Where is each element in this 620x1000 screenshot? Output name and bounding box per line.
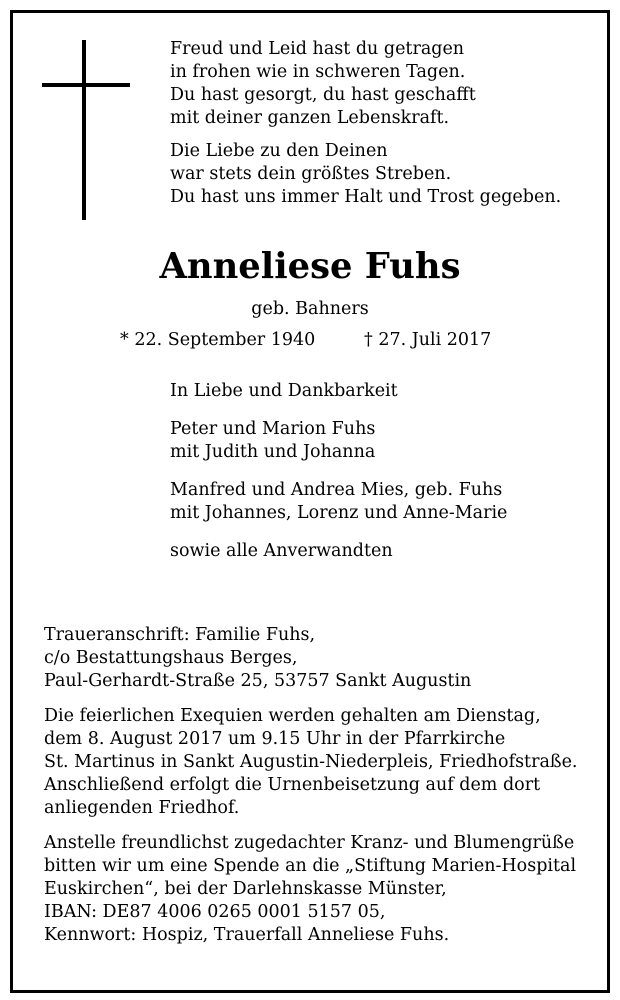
donation-line: Anstelle freundlichst zugedachter Kranz- und Blumengrüße (44, 833, 575, 853)
mourner-line: Peter und Marion Fuhs (170, 419, 376, 439)
poem-line: Du hast gesorgt, du hast geschafft (170, 85, 476, 105)
mourners-intro-text: In Liebe und Dankbarkeit (170, 381, 398, 401)
birth-date: * 22. September 1940 (120, 330, 316, 350)
poem-line: Du hast uns immer Halt und Trost gegeben. (170, 187, 562, 207)
mourners-closing-text: sowie alle Anverwandten (170, 541, 393, 561)
mourner-line: Manfred und Andrea Mies, geb. Fuhs (170, 480, 503, 500)
poem-line: mit deiner ganzen Lebenskraft. (170, 108, 450, 128)
donation-line: Kennwort: Hospiz, Trauerfall Anneliese Fuhs. (44, 925, 450, 945)
mourners-closing (170, 540, 507, 563)
mourner-family-2 (170, 479, 507, 525)
poem-line: Die Liebe zu den Deinen (170, 141, 388, 161)
service-line: St. Martinus in Sankt Augustin-Niederpleis, Friedhofstraße. (44, 752, 578, 772)
donation-line: bitten wir um eine Spende an die „Stiftung Marien-Hospital (44, 856, 577, 876)
cross-icon (42, 40, 130, 220)
poem-stanza-1 (170, 38, 561, 130)
deceased-name: Anneliese Fuhs (159, 246, 461, 287)
death-date: † 27. Juli 2017 (364, 330, 492, 350)
donation-line: IBAN: DE87 4006 0265 0001 5157 05, (44, 902, 386, 922)
cross-horizontal-bar (42, 83, 130, 87)
mourner-family-1 (170, 418, 507, 464)
address-line: c/o Bestattungshaus Berges, (44, 648, 298, 668)
mourning-address (44, 624, 578, 693)
cross-vertical-bar (82, 40, 86, 220)
donation-notice (44, 832, 578, 947)
mourner-line: mit Judith und Johanna (170, 442, 376, 462)
poem-line: war stets dein größtes Streben. (170, 164, 452, 184)
poem-line: Freud und Leid hast du getragen (170, 39, 465, 59)
service-line: anliegenden Friedhof. (44, 798, 240, 818)
poem-stanza-2 (170, 140, 561, 209)
donation-line: Euskirchen“, bei der Darlehnskasse Münster, (44, 879, 447, 899)
memorial-poem (170, 38, 561, 219)
address-line: Traueranschrift: Familie Fuhs, (44, 625, 316, 645)
service-line: Anschließend erfolgt die Urnenbeisetzung auf dem dort (44, 775, 541, 795)
service-details (44, 705, 578, 820)
address-line: Paul-Gerhardt-Straße 25, 53757 Sankt Augustin (44, 671, 472, 691)
poem-line: in frohen wie in schweren Tagen. (170, 62, 466, 82)
service-line: Die feierlichen Exequien werden gehalten am Dienstag, (44, 706, 541, 726)
mourners-intro (170, 380, 507, 403)
info-block (44, 624, 578, 959)
mourner-line: mit Johannes, Lorenz und Anne-Marie (170, 503, 508, 523)
maiden-name: geb. Bahners (251, 299, 369, 319)
mourners-block (170, 380, 507, 578)
service-line: dem 8. August 2017 um 9.15 Uhr in der Pfarrkirche (44, 729, 506, 749)
